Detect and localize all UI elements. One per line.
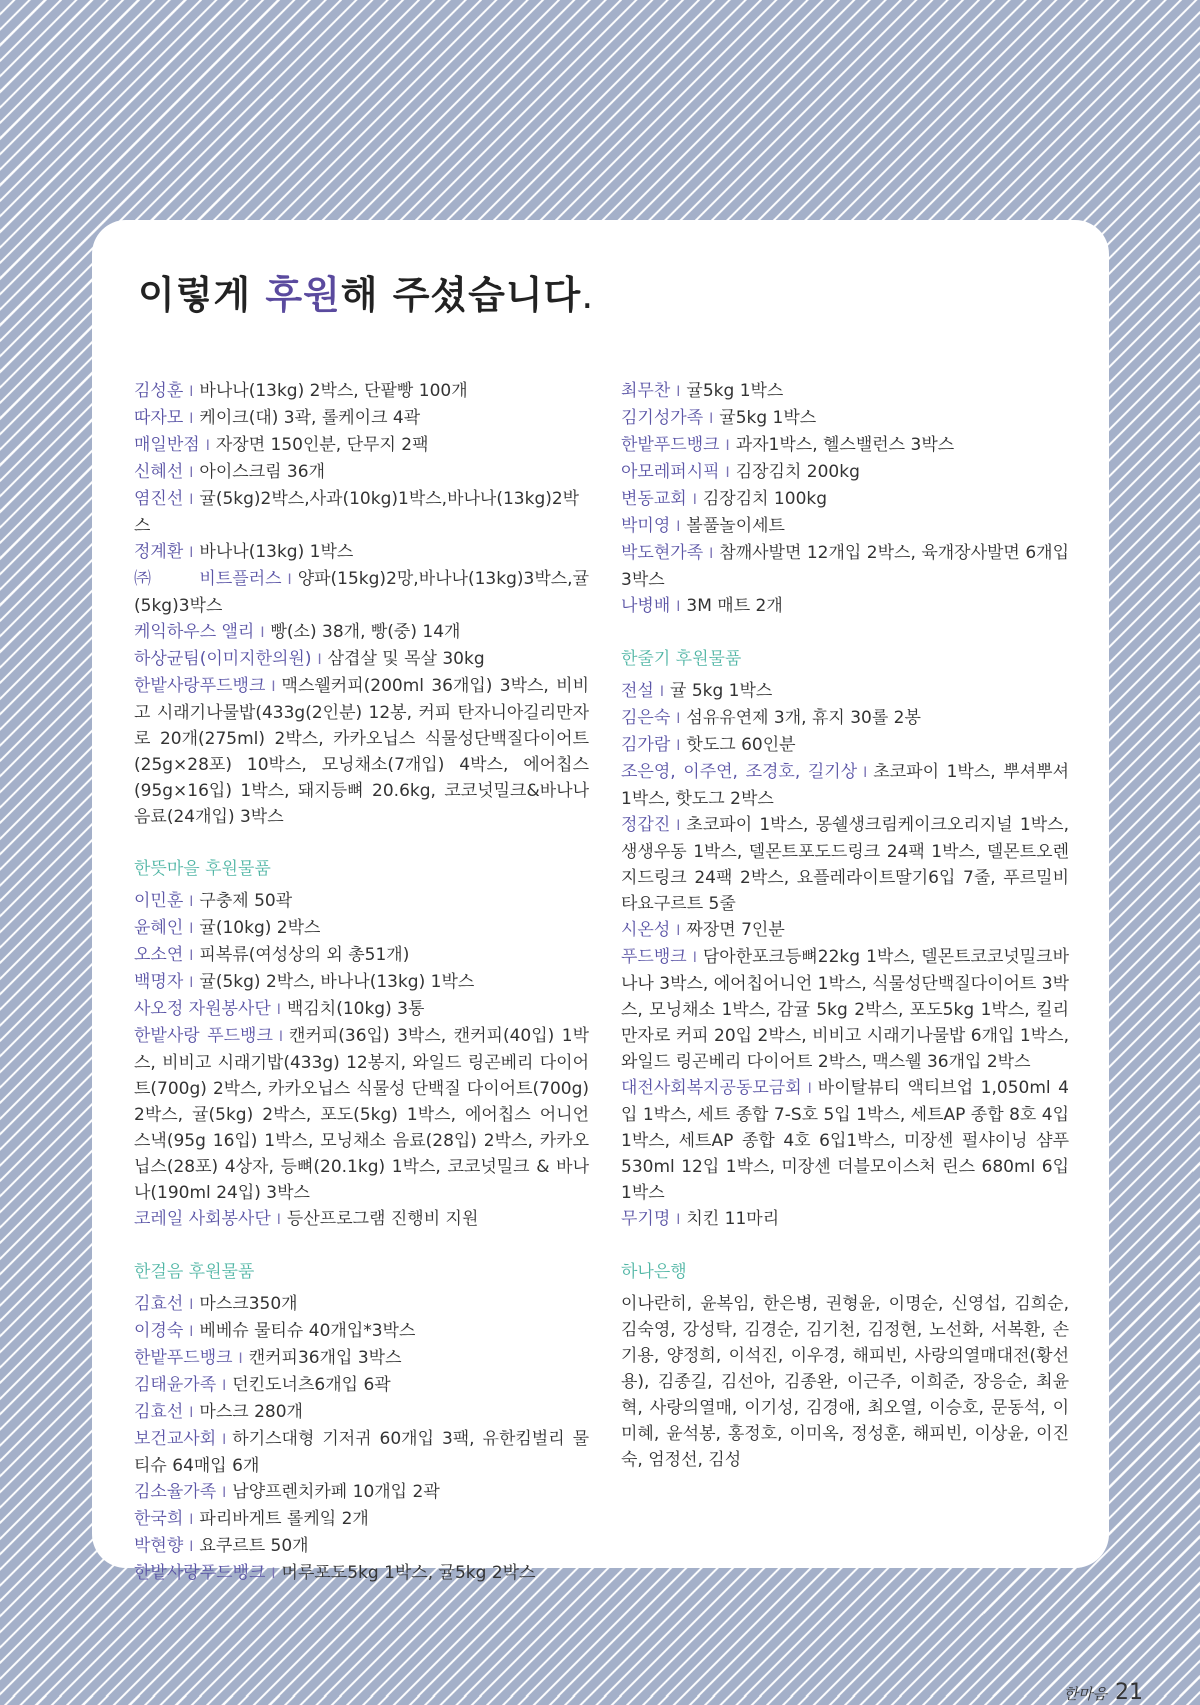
- donor-name: 김태윤가족: [134, 1375, 217, 1395]
- separator-bar: I: [189, 948, 194, 964]
- donation-items: 남양프렌치카페 10개입 2곽: [232, 1482, 440, 1502]
- donation-items: 케이크(대) 3곽, 롤케이크 4곽: [199, 408, 421, 428]
- donation-entry: [621, 432, 1069, 459]
- donation-items: 귤(5kg)2박스,사과(10kg)1박스,바나나(13kg)2박스: [134, 489, 580, 536]
- donor-name: ㈜비트플러스: [134, 569, 282, 589]
- donor-name: 조은영, 이주연, 조경호, 길기상: [621, 762, 858, 782]
- donor-name: 무기명: [621, 1209, 671, 1229]
- separator-bar: I: [189, 492, 194, 508]
- donor-name: 변동교회: [621, 489, 687, 509]
- donor-name: 따자모: [134, 408, 184, 428]
- donation-entry: [621, 513, 1069, 540]
- separator-bar: I: [807, 1081, 812, 1097]
- separator-bar: I: [676, 738, 681, 754]
- separator-bar: I: [260, 625, 265, 641]
- donation-entry: [134, 486, 589, 539]
- donation-items: 핫도그 60인분: [686, 735, 796, 755]
- separator-bar: I: [692, 492, 697, 508]
- donation-items: 삼겹살 및 목살 30kg: [327, 649, 485, 669]
- donor-name: 아모레퍼시픽: [621, 462, 720, 482]
- donation-entry: [134, 405, 589, 432]
- donor-list: [134, 378, 589, 830]
- separator-bar: I: [189, 1324, 194, 1340]
- donation-entry: [621, 1075, 1069, 1206]
- separator-bar: I: [238, 1351, 243, 1367]
- donation-items: 피복류(여성상의 외 총51개): [199, 945, 410, 965]
- donation-items: 초코파이 1박스, 몽쉘생크림케이크오리지널 1박스, 생생우동 1박스, 델몬트포도드링크 24팩 1박스, 델몬트오렌지드링크 24팩 2박스, 요플레라이트딸기6입 7줄, 푸르밀비타요구르트 5줄: [621, 815, 1069, 914]
- donation-entry: [134, 915, 589, 942]
- donation-items: 귤 5kg 1박스: [670, 681, 773, 701]
- separator-bar: I: [725, 438, 730, 454]
- separator-bar: I: [222, 1378, 227, 1394]
- separator-bar: I: [189, 921, 194, 937]
- donation-entry: [134, 459, 589, 486]
- page-number: 21: [1115, 1680, 1143, 1705]
- separator-bar: I: [709, 546, 714, 562]
- donation-entry: [134, 1206, 589, 1233]
- left-column: [134, 378, 589, 1587]
- donation-items: 담아한포크등뼈22kg 1박스, 델몬트코코넛밀크바나나 3박스, 에어칩어니언 1박스, 식물성단백질다이어트 3박스, 모닝채소 1박스, 감귤 5kg 2박스, 포도5kg 1박스, 킬리만자로 커피 20입 2박스, 비비고 시래기나물밥 6개입 1박스, 와일드 링곤베리 다이어트 2박스, 맥스웰 36개입 2박스: [621, 947, 1069, 1072]
- separator-bar: I: [189, 545, 194, 561]
- donor-names-paragraph: 이나란히, 윤복임, 한은병, 권형윤, 이명순, 신영섭, 김희순, 김숙영, 강성탁, 김경순, 김기천, 김정현, 노선화, 서복환, 손기용, 양정희, 이석진, 이우경, 해피빈, 사랑의열매대전(황선용), 김종길, 김선아, 김종완, 이근주, 이희준, 장응순, 최윤혁, 사랑의열매, 이기성, 김경애, 최오열, 이승호, 문동석, 이미혜, 윤석봉, 홍정호, 이미옥, 정성훈, 해피빈, 이상윤, 이진숙, 엄정선, 김성: [621, 1294, 1069, 1470]
- separator-bar: I: [189, 975, 194, 991]
- donor-list: [134, 1291, 589, 1587]
- title-accent: 후원: [265, 273, 341, 317]
- right-column: [621, 378, 1069, 1473]
- page-footer: [1064, 1680, 1143, 1705]
- donor-name: 전설: [621, 681, 654, 701]
- donation-items: 초코파이 1박스, 뿌셔뿌셔 1박스, 핫도그 2박스: [621, 762, 1069, 809]
- title-post: 해 주셨습니다: [340, 273, 582, 317]
- separator-bar: I: [709, 411, 714, 427]
- donation-entry: [134, 1318, 589, 1345]
- separator-bar: I: [863, 765, 868, 781]
- separator-bar: I: [189, 465, 194, 481]
- donation-items: 마스크 280개: [199, 1402, 303, 1422]
- donation-entry: [134, 996, 589, 1023]
- donor-name: 박미영: [621, 516, 671, 536]
- donation-entry: [621, 459, 1069, 486]
- separator-bar: I: [659, 684, 664, 700]
- donor-name: 김성훈: [134, 381, 184, 401]
- separator-bar: I: [676, 923, 681, 939]
- separator-bar: I: [271, 679, 276, 695]
- donor-name: 이경숙: [134, 1321, 184, 1341]
- donation-entry: [134, 1023, 589, 1206]
- separator-bar: I: [692, 950, 697, 966]
- separator-bar: I: [189, 1539, 194, 1555]
- separator-bar: I: [222, 1485, 227, 1501]
- donation-entry: [134, 1372, 589, 1399]
- donation-entry: [621, 593, 1069, 620]
- content-card: [92, 220, 1109, 1583]
- donation-items: 머루포도5kg 1박스, 귤5kg 2박스: [281, 1563, 536, 1583]
- donor-name: 김가람: [621, 735, 671, 755]
- donation-entry: [134, 673, 589, 830]
- donor-name: 신혜선: [134, 462, 184, 482]
- donation-items: 하기스대형 기저귀 60개입 3팩, 유한킴벌리 물티슈 64매입 6개: [134, 1429, 589, 1476]
- donor-name: 푸드뱅크: [621, 947, 687, 967]
- separator-bar: I: [317, 652, 322, 668]
- donation-entry: [134, 1399, 589, 1426]
- separator-bar: I: [276, 1212, 281, 1228]
- donor-name: 김효선: [134, 1294, 184, 1314]
- donor-name: 한밭사랑푸드뱅크: [134, 676, 266, 696]
- donation-items: 귤(5kg) 2박스, 바나나(13kg) 1박스: [199, 972, 475, 992]
- donation-items: 참깨사발면 12개입 2박스, 육개장사발면 6개입 3박스: [621, 543, 1069, 590]
- donation-entry: [621, 378, 1069, 405]
- donation-items: 파리바게트 롤케잌 2개: [199, 1509, 369, 1529]
- donation-items: 김장김치 100kg: [702, 489, 828, 509]
- separator-bar: I: [278, 1029, 284, 1045]
- donor-name: 한밭사랑 푸드뱅크: [134, 1026, 273, 1046]
- donor-name: 오소연: [134, 945, 184, 965]
- donation-items: 짜장면 7인분: [686, 920, 785, 940]
- donor-name: 김은숙: [621, 708, 671, 728]
- donation-items: 베베슈 물티슈 40개입*3박스: [199, 1321, 416, 1341]
- separator-bar: I: [676, 1212, 681, 1228]
- donation-entry: [134, 1345, 589, 1372]
- magazine-logo: 한마음: [1063, 1685, 1107, 1703]
- donation-items: 치킨 11마리: [686, 1209, 780, 1229]
- donation-entry: [134, 969, 589, 996]
- donation-items: 양파(15kg)2망,바나나(13kg)3박스,귤(5kg)3박스: [134, 569, 589, 616]
- donation-items: 아이스크림 36개: [199, 462, 325, 482]
- donor-name: 윤혜인: [134, 918, 184, 938]
- donor-name: 백명자: [134, 972, 184, 992]
- title-dot: .: [581, 273, 595, 317]
- separator-bar: I: [676, 519, 681, 535]
- donation-entry: [134, 646, 589, 673]
- donor-name: 최무찬: [621, 381, 671, 401]
- donation-entry: [134, 1506, 589, 1533]
- donor-list: [134, 888, 589, 1233]
- separator-bar: I: [205, 438, 210, 454]
- donor-name: 김소율가족: [134, 1482, 217, 1502]
- donation-entry: [134, 432, 589, 459]
- donation-entry: [134, 942, 589, 969]
- donor-list: [621, 678, 1069, 1233]
- donor-name: 사오정 자원봉사단: [134, 999, 271, 1019]
- donation-entry: [621, 678, 1069, 705]
- section-title: 한걸음 후원물품: [134, 1262, 255, 1282]
- donation-entry: [621, 917, 1069, 944]
- separator-bar: I: [189, 1405, 194, 1421]
- donor-name: 하상균팀(이미지한의원): [134, 649, 312, 669]
- donation-items: 백김치(10kg) 3통: [286, 999, 425, 1019]
- donor-name: 한밭푸드뱅크: [134, 1348, 233, 1368]
- separator-bar: I: [676, 599, 681, 615]
- donation-entry: [621, 705, 1069, 732]
- donation-entry: [621, 540, 1069, 593]
- title-pre: 이렇게: [138, 273, 266, 317]
- donation-items: 3M 매트 2개: [686, 596, 783, 616]
- donation-entry: [134, 1426, 589, 1479]
- page-title: [138, 264, 594, 319]
- donation-items: 던킨도너츠6개입 6곽: [232, 1375, 391, 1395]
- separator-bar: I: [222, 1432, 227, 1448]
- donation-entry: [134, 378, 589, 405]
- donation-items: 구충제 50곽: [199, 891, 293, 911]
- donation-items: 귤5kg 1박스: [719, 408, 817, 428]
- donor-name: 박도현가족: [621, 543, 704, 563]
- donor-name: 나병배: [621, 596, 671, 616]
- donation-entry: [621, 812, 1069, 917]
- donor-name: 박현향: [134, 1536, 184, 1556]
- donation-entry: [134, 1533, 589, 1560]
- donation-entry: [621, 944, 1069, 1075]
- separator-bar: I: [725, 465, 730, 481]
- donor-name: 김기성가족: [621, 408, 704, 428]
- donation-items: 과자1박스, 헬스밸런스 3박스: [735, 435, 955, 455]
- donation-entry: [134, 1479, 589, 1506]
- donor-name: 보건교사회: [134, 1429, 217, 1449]
- section-title: 하나은행: [621, 1262, 687, 1282]
- donation-items: 맥스웰커피(200ml 36개입) 3박스, 비비고 시래기나물밥(433g(2인분) 12봉, 커피 탄자니아길리만자로 20개(275ml) 2박스, 카카오닙스 식물성단백질다이어트(25g×28포) 10박스, 모닝채소(7개입) 4박스, 에어칩스(95g×16입) 1박스, 돼지등뼈 20.6kg, 코코넛밀크&바나나음료(24개입) 3박스: [134, 676, 589, 827]
- donation-items: 귤5kg 1박스: [686, 381, 784, 401]
- donation-items: 볼풀놀이세트: [686, 516, 785, 536]
- separator-bar: I: [271, 1566, 276, 1582]
- donation-items: 섬유유연제 3개, 휴지 30롤 2봉: [686, 708, 921, 728]
- section-title: 한줄기 후원물품: [621, 649, 742, 669]
- donation-items: 등산프로그램 진행비 지원: [286, 1209, 479, 1229]
- donation-items: 바나나(13kg) 2박스, 단팥빵 100개: [199, 381, 468, 401]
- donation-entry: [134, 1560, 589, 1587]
- donor-name: 코레일 사회봉사단: [134, 1209, 271, 1229]
- donation-items: 캔커피36개입 3박스: [248, 1348, 402, 1368]
- donation-entry: [134, 619, 589, 646]
- donor-name: 매일반점: [134, 435, 200, 455]
- donation-entry: [134, 1291, 589, 1318]
- donor-list: [621, 378, 1069, 620]
- donation-entry: [621, 486, 1069, 513]
- donor-name: 염진선: [134, 489, 184, 509]
- donation-items: 바나나(13kg) 1박스: [199, 542, 354, 562]
- donation-entry: [134, 566, 589, 619]
- donation-entry: [134, 539, 589, 566]
- donor-name: 이민훈: [134, 891, 184, 911]
- donor-name: 한밭사랑푸드뱅크: [134, 1563, 266, 1583]
- section-title: 한뜻마을 후원물품: [134, 859, 271, 879]
- separator-bar: I: [276, 1002, 281, 1018]
- separator-bar: I: [189, 411, 194, 427]
- separator-bar: I: [189, 1297, 194, 1313]
- donation-entry: [134, 888, 589, 915]
- donor-name: 케익하우스 앨리: [134, 622, 255, 642]
- donation-items: 김장김치 200kg: [735, 462, 860, 482]
- donation-entry: [621, 759, 1069, 812]
- separator-bar: I: [189, 894, 194, 910]
- donation-entry: [621, 1206, 1069, 1233]
- donation-entry: [621, 732, 1069, 759]
- donation-items: 자장면 150인분, 단무지 2팩: [215, 435, 429, 455]
- separator-bar: I: [287, 572, 292, 588]
- donor-name: 한밭푸드뱅크: [621, 435, 720, 455]
- donation-items: 캔커피(36입) 3박스, 캔커피(40입) 1박스, 비비고 시래기밥(433g) 12봉지, 와일드 링곤베리 다이어트(700g) 2박스, 카카오닙스 식물성 단백질 다이어트(700g) 2박스, 귤(5kg) 2박스, 포도(5kg) 1박스, 에어칩스 어니언 스낵(95g 16입) 1박스, 모닝채소 음료(28입) 2박스, 카카오닙스(28포) 4상자, 등뼈(20.1kg) 1박스, 코코넛밀크 & 바나나(190ml 24입) 3박스: [134, 1026, 590, 1203]
- donation-items: 요쿠르트 50개: [199, 1536, 309, 1556]
- separator-bar: I: [676, 818, 681, 834]
- separator-bar: I: [189, 384, 194, 400]
- donation-items: 빵(소) 38개, 빵(중) 14개: [270, 622, 461, 642]
- separator-bar: I: [676, 384, 681, 400]
- donor-name: 시온성: [621, 920, 671, 940]
- donor-name: 정계환: [134, 542, 184, 562]
- donation-items: 마스크350개: [199, 1294, 298, 1314]
- donation-items: 바이탈뷰티 액티브업 1,050ml 4입 1박스, 세트 종합 7-S호 5입 1박스, 세트AP 종합 8호 4입 1박스, 세트AP 종합 4호 6입1박스, 미장센 펄샤이닝 샴푸 530ml 12입 1박스, 미장센 더블모이스처 린스 680ml 6입 1박스: [621, 1078, 1069, 1203]
- donor-name: 대전사회복지공동모금회: [621, 1078, 802, 1098]
- donation-entry: [621, 405, 1069, 432]
- donor-name: 김효선: [134, 1402, 184, 1422]
- donor-name: 한국희: [134, 1509, 184, 1529]
- separator-bar: I: [676, 711, 681, 727]
- separator-bar: I: [189, 1512, 194, 1528]
- donation-items: 귤(10kg) 2박스: [199, 918, 321, 938]
- donor-name: 정갑진: [621, 815, 671, 835]
